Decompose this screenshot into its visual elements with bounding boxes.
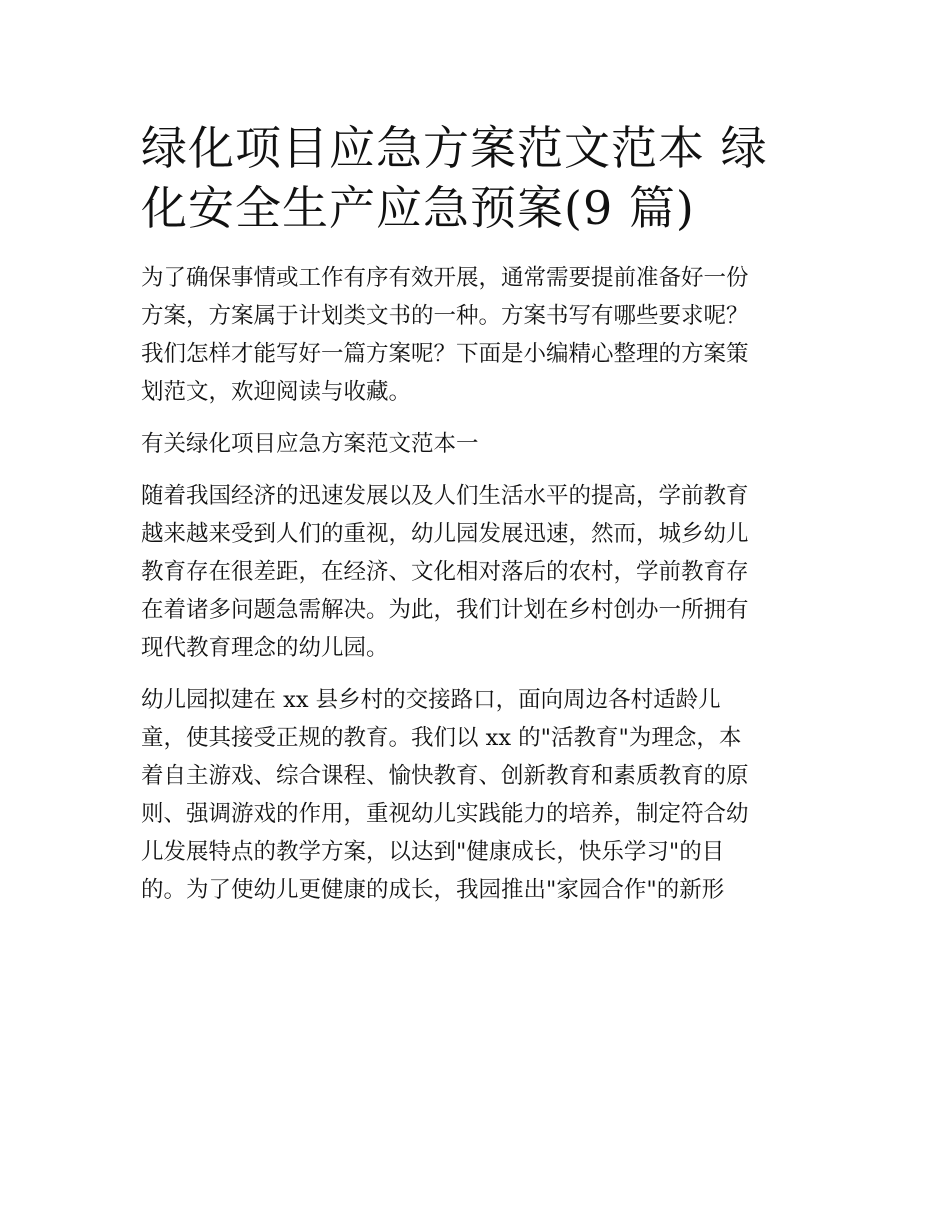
document-content	[141, 118, 821, 923]
text-line: 的。为了使幼儿更健康的成长，我园推出"家园合作"的新形	[141, 877, 725, 903]
text-line: 越来越来受到人们的重视，幼儿园发展迅速，然而，城乡幼儿	[141, 521, 749, 547]
text-line: 幼儿园拟建在 xx 县乡村的交接路口，面向周边各村适龄儿	[141, 687, 721, 713]
body-paragraph	[141, 681, 821, 909]
document-title	[141, 118, 821, 238]
text-line: 在着诸多问题急需解决。为此，我们计划在乡村创办一所拥有	[141, 597, 749, 623]
body-paragraph	[141, 477, 821, 667]
title-line: 绿化项目应急方案范文范本 绿	[141, 121, 768, 175]
text-line: 有关绿化项目应急方案范文范本一	[141, 431, 479, 457]
text-line: 儿发展特点的教学方案，以达到"健康成长，快乐学习"的目	[141, 839, 725, 865]
text-line: 我们怎样才能写好一篇方案呢？下面是小编精心整理的方案策	[141, 341, 749, 367]
text-line: 着自主游戏、综合课程、愉快教育、创新教育和素质教育的原	[141, 763, 749, 789]
text-line: 方案，方案属于计划类文书的一种。方案书写有哪些要求呢？	[141, 303, 749, 329]
intro-paragraph	[141, 259, 821, 411]
title-line: 化安全生产应急预案(9 篇)	[141, 181, 695, 235]
text-line: 划范文，欢迎阅读与收藏。	[141, 379, 412, 405]
text-line: 随着我国经济的迅速发展以及人们生活水平的提高，学前教育	[141, 483, 749, 509]
text-line: 童，使其接受正规的教育。我们以 xx 的"活教育"为理念，本	[141, 725, 742, 751]
text-line: 现代教育理念的幼儿园。	[141, 635, 389, 661]
text-line: 则、强调游戏的作用，重视幼儿实践能力的培养，制定符合幼	[141, 801, 749, 827]
text-line: 教育存在很差距，在经济、文化相对落后的农村，学前教育存	[141, 559, 749, 585]
section-heading	[141, 425, 821, 463]
document-body	[141, 259, 821, 909]
text-line: 为了确保事情或工作有序有效开展，通常需要提前准备好一份	[141, 265, 749, 291]
